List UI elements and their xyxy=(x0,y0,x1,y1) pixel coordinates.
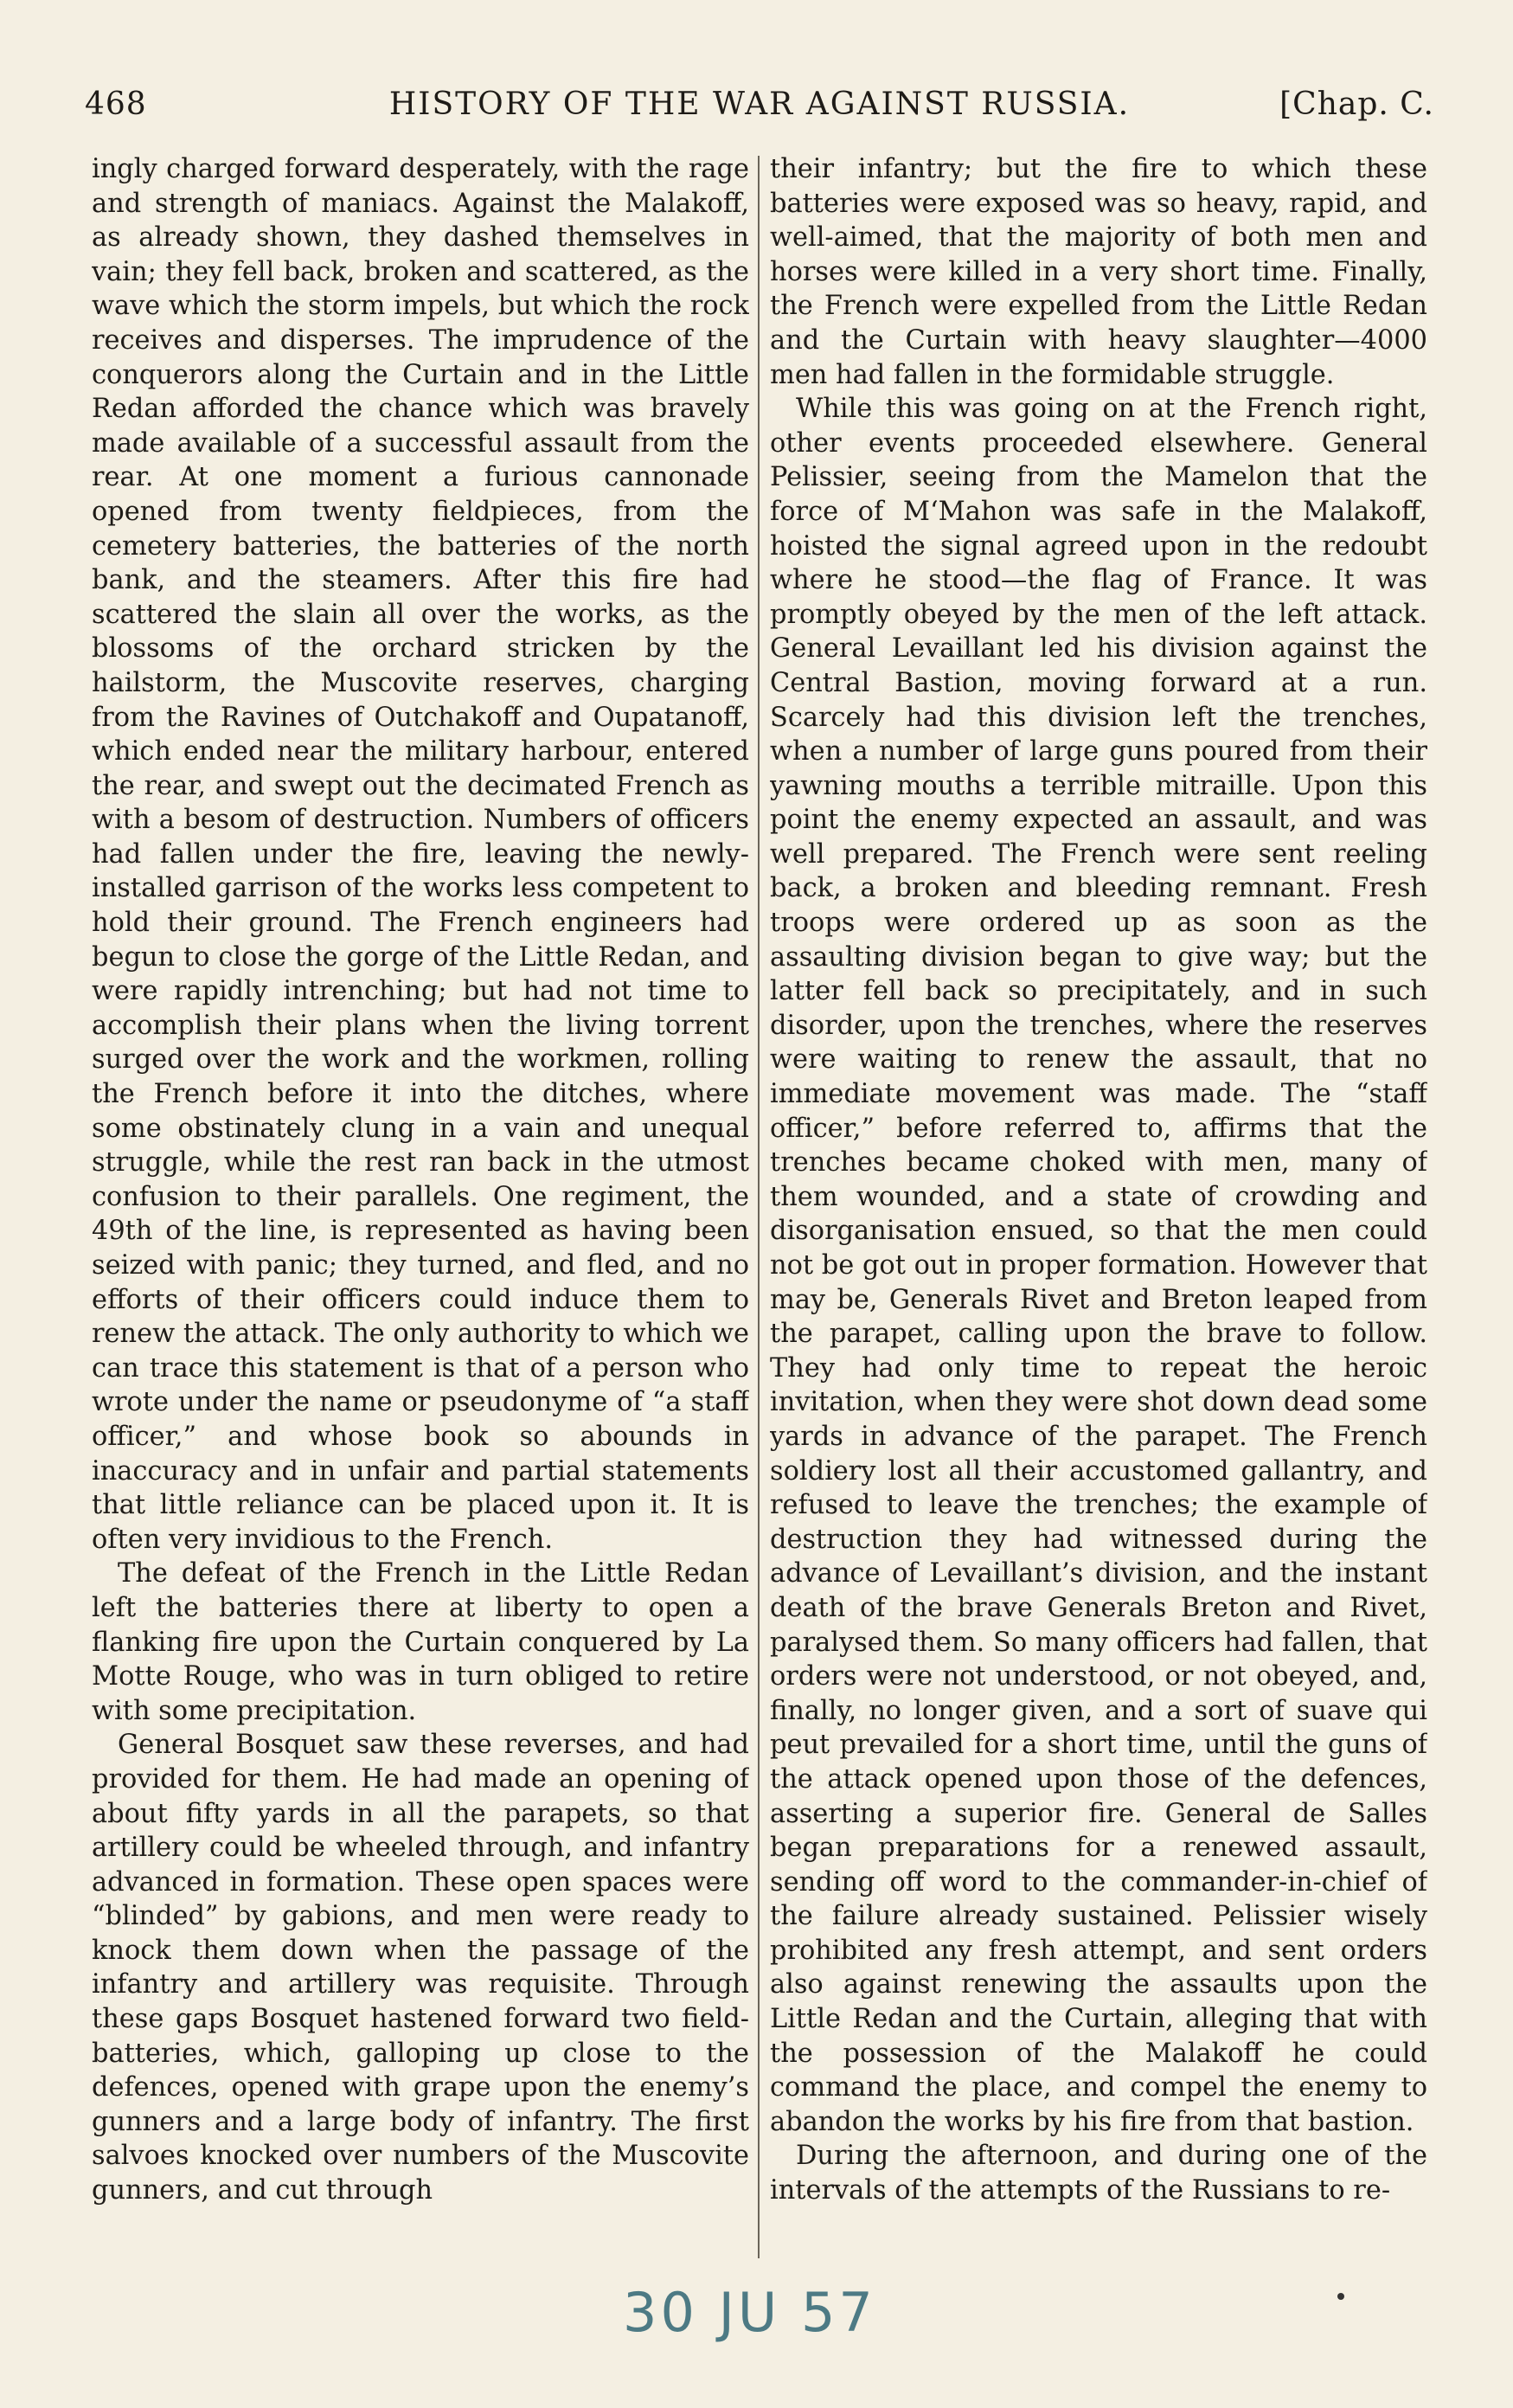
ink-mark xyxy=(1337,2293,1344,2300)
paragraph: The defeat of the French in the Little Redan left the batteries there at liberty to open a flanking fire upon the Curtain conquered by La Motte Rouge, who was in turn obliged to retire with some precipitation. xyxy=(92,1558,749,1726)
page-number: 468 xyxy=(85,87,147,122)
left-column xyxy=(92,152,749,2264)
paragraph: While this was going on at the French right, other events proceeded elsewhere. General Pelissier, seeing from the Mamelon that the force of M‘Mahon was safe in the Malakoff, hoisted the signal agreed upon in the redoubt where he stood—the flag of France. It was promptly obeyed by the men of the left attack. General Levaillant led his division against the Central Bastion, moving forward at a run. Scarcely had this division left the trenches, when a number of large guns poured from their yawning mouths a terrible mitraille. Upon this point the enemy expected an assault, and was well prepared. The French were sent reeling back, a broken and bleeding remnant. Fresh troops were ordered up as soon as the assaulting division began to give way; but the latter fell back so precipitately, and in such disorder, upon the trenches, where the reserves were waiting to renew the assault, that no immediate movement was made. The “staff officer,” before referred to, affirms that the trenches became choked with men, many of them wounded, and a state of crowding and disorganisation ensued, so that the men could not be got out in proper formation. However that may be, Generals Rivet and Breton leaped from the parapet, calling upon the brave to follow. They had only time to repeat the heroic invitation, when they were shot down dead some yards in advance of the parapet. The French soldiery lost all their accustomed gallantry, and refused to leave the trenches; the example of destruction they had witnessed during the advance of Levaillant’s division, and the instant death of the brave Generals Breton and Rivet, paralysed them. So many officers had fallen, that orders were not understood, or not obeyed, and, finally, no longer given, and a sort of suave qui peut prevailed for a short time, until the guns of the attack opened upon those of the defences, asserting a superior fire. General de Salles began preparations for a renewed assault, sending off word to the commander-in-chief of the failure already sustained. Pelissier wisely prohibited any fresh attempt, and sent orders also against renewing the assaults upon the Little Redan and the Curtain, alleging that with the possession of the Malakoff he could command the place, and compel the enemy to abandon the works by his fire from that bastion. xyxy=(770,394,1427,2137)
running-title: HISTORY OF THE WAR AGAINST RUSSIA. xyxy=(388,87,1131,122)
paragraph: ingly charged forward desperately, with the rage and strength of maniacs. Against the Malakoff, as already shown, they dashed themselves in vain; they fell back, broken and scattered, as the wave which the storm impels, but which the rock receives and disperses. The imprudence of the conquerors along the Curtain and in the Little Redan afforded the chance which was bravely made available of a successful assault from the rear. At one moment a furious cannonade opened from twenty fieldpieces, from the cemetery batteries, the batteries of the north bank, and the steamers. After this fire had scattered the slain all over the works, as the blossoms of the orchard stricken by the hailstorm, the Muscovite reserves, charging from the Ravines of Outchakoff and Oupatanoff, which ended near the military harbour, entered the rear, and swept out the decimated French as with a besom of destruction. Numbers of officers had fallen under the fire, leaving the newly-installed garrison of the works less competent to hold their ground. The French engineers had begun to close the gorge of the Little Redan, and were rapidly intrenching; but had not time to accomplish their plans when the living torrent surged over the work and the workmen, rolling the French before it into the ditches, where some obstinately clung in a vain and unequal struggle, while the rest ran back in the utmost confusion to their parallels. One regiment, the 49th of the line, is represented as having been seized with panic; they turned, and fled, and no efforts of their officers could induce them to renew the attack. The only authority to which we can trace this statement is that of a person who wrote under the name or pseudonyme of “a staff officer,” and whose book so abounds in inaccuracy and in unfair and partial statements that little reliance can be placed upon it. It is often very invidious to the French. xyxy=(92,154,749,1555)
right-column xyxy=(770,152,1427,2264)
paragraph: their infantry; but the fire to which these batteries were exposed was so heavy, rapid, and well-aimed, that the majority of both men and horses were killed in a very short time. Finally, the French were expelled from the Little Redan and the Curtain with heavy slaughter—4000 men had fallen in the formidable struggle. xyxy=(770,154,1427,390)
paragraph: General Bosquet saw these reverses, and had provided for them. He had made an opening of about fifty yards in all the parapets, so that artillery could be wheeled through, and infantry advanced in formation. These open spaces were “blinded” by gabions, and men were ready to knock them down when the passage of the infantry and artillery was requisite. Through these gaps Bosquet hastened forward two field-batteries, which, galloping up close to the defences, opened with grape upon the enemy’s gunners and a large body of infantry. The first salvoes knocked over numbers of the Muscovite gunners, and cut through xyxy=(92,1730,749,2206)
chapter-label: [Chap. C. xyxy=(1279,87,1434,122)
column-divider xyxy=(758,156,760,2258)
paragraph: During the afternoon, and during one of the intervals of the attempts of the Russians to re- xyxy=(770,2141,1427,2206)
library-date-stamp: 30 JU 57 xyxy=(623,2281,876,2344)
page-header xyxy=(85,83,1434,135)
